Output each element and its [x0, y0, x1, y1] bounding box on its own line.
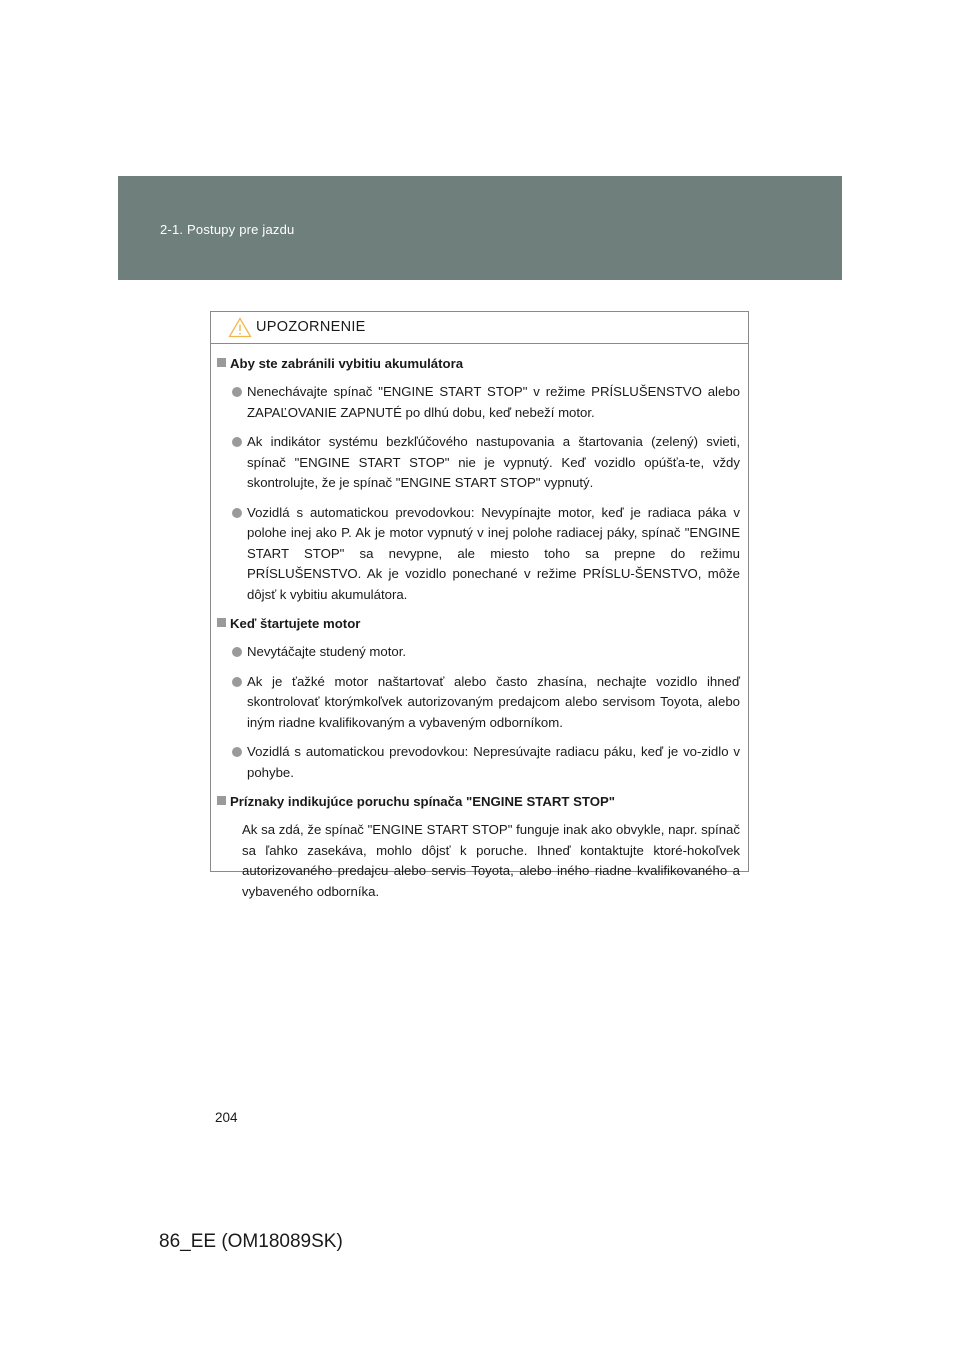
bullet-item	[217, 742, 742, 783]
document-code: 86_EE (OM18089SK)	[159, 1231, 343, 1252]
warning-triangle-icon	[228, 317, 252, 338]
square-bullet-icon	[217, 618, 226, 627]
circle-bullet-icon	[232, 747, 242, 757]
bullet-text: Vozidlá s automatickou prevodovkou: Nevypínajte motor, keď je radiaca páka v polohe inej ako P. Ak je motor vypnutý v inej polohe radiacej páky, spínač "ENGINE START STOP" sa nevypne, ale miesto toho sa prepne do režimu PRÍSLUŠENSTVO. Ak je vozidlo ponechané v režime PRÍSLU-ŠENSTVO, môže dôjsť k vybitiu akumulátora.	[247, 504, 740, 602]
circle-bullet-icon	[232, 508, 242, 518]
bullet-item	[217, 382, 742, 423]
section-heading	[217, 354, 742, 373]
paragraph: Ak sa zdá, že spínač "ENGINE START STOP" funguje inak ako obvykle, napr. spínač sa ľahko zasekáva, mohlo dôjsť k poruche. Ihneď kontaktujte ktoré-hokoľvek autorizovaného predajcu alebo servis Toyota, alebo iného riadne kvalifikovaného a vybaveného odborníka.	[242, 822, 740, 899]
caution-label: UPOZORNENIE	[256, 319, 366, 335]
caution-box	[210, 311, 749, 899]
circle-bullet-icon	[232, 387, 242, 397]
bullet-text: Nenechávajte spínač "ENGINE START STOP" v režime PRÍSLUŠENSTVO alebo ZAPAĽOVANIE ZAPNUTÉ po dlhú dobu, keď nebeží motor.	[247, 384, 740, 420]
bullet-text: Vozidlá s automatickou prevodovkou: Nepresúvajte radiacu páku, keď je vo-zidlo v pohybe.	[247, 744, 740, 780]
bullet-item	[217, 503, 742, 606]
bullet-item	[217, 642, 742, 663]
bullet-item	[217, 672, 742, 734]
square-bullet-icon	[217, 358, 226, 367]
caution-header	[211, 312, 748, 344]
circle-bullet-icon	[232, 647, 242, 657]
caution-body	[211, 344, 748, 902]
circle-bullet-icon	[232, 677, 242, 687]
bullet-text: Ak indikátor systému bezkľúčového nastupovania a štartovania (zelený) svieti, spínač "ENGINE START STOP" nie je vypnutý. Keď vozidlo opúšťa-te, vždy skontrolujte, že je spínač "ENGINE START STOP" vypnutý.	[247, 434, 740, 490]
section-heading	[217, 792, 742, 811]
circle-bullet-icon	[232, 437, 242, 447]
heading-text: Príznaky indikujúce poruchu spínača "ENGINE START STOP"	[230, 794, 616, 809]
bullet-text: Nevytáčajte studený motor.	[247, 644, 407, 659]
square-bullet-icon	[217, 796, 226, 805]
heading-text: Aby ste zabránili vybitiu akumulátora	[230, 356, 464, 371]
section-title: 2-1. Postupy pre jazdu	[160, 222, 295, 237]
heading-text: Keď štartujete motor	[230, 616, 361, 631]
bullet-text: Ak je ťažké motor naštartovať alebo často zhasína, nechajte vozidlo ihneď skontrolovať ktorýmkoľvek autorizovaným predajcom alebo servisom Toyota, alebo iným riadne kvalifikovaným a vybaveným odborníkom.	[247, 673, 740, 730]
bullet-item	[217, 432, 742, 494]
page-number: 204	[215, 1110, 238, 1125]
section-heading	[217, 614, 742, 633]
